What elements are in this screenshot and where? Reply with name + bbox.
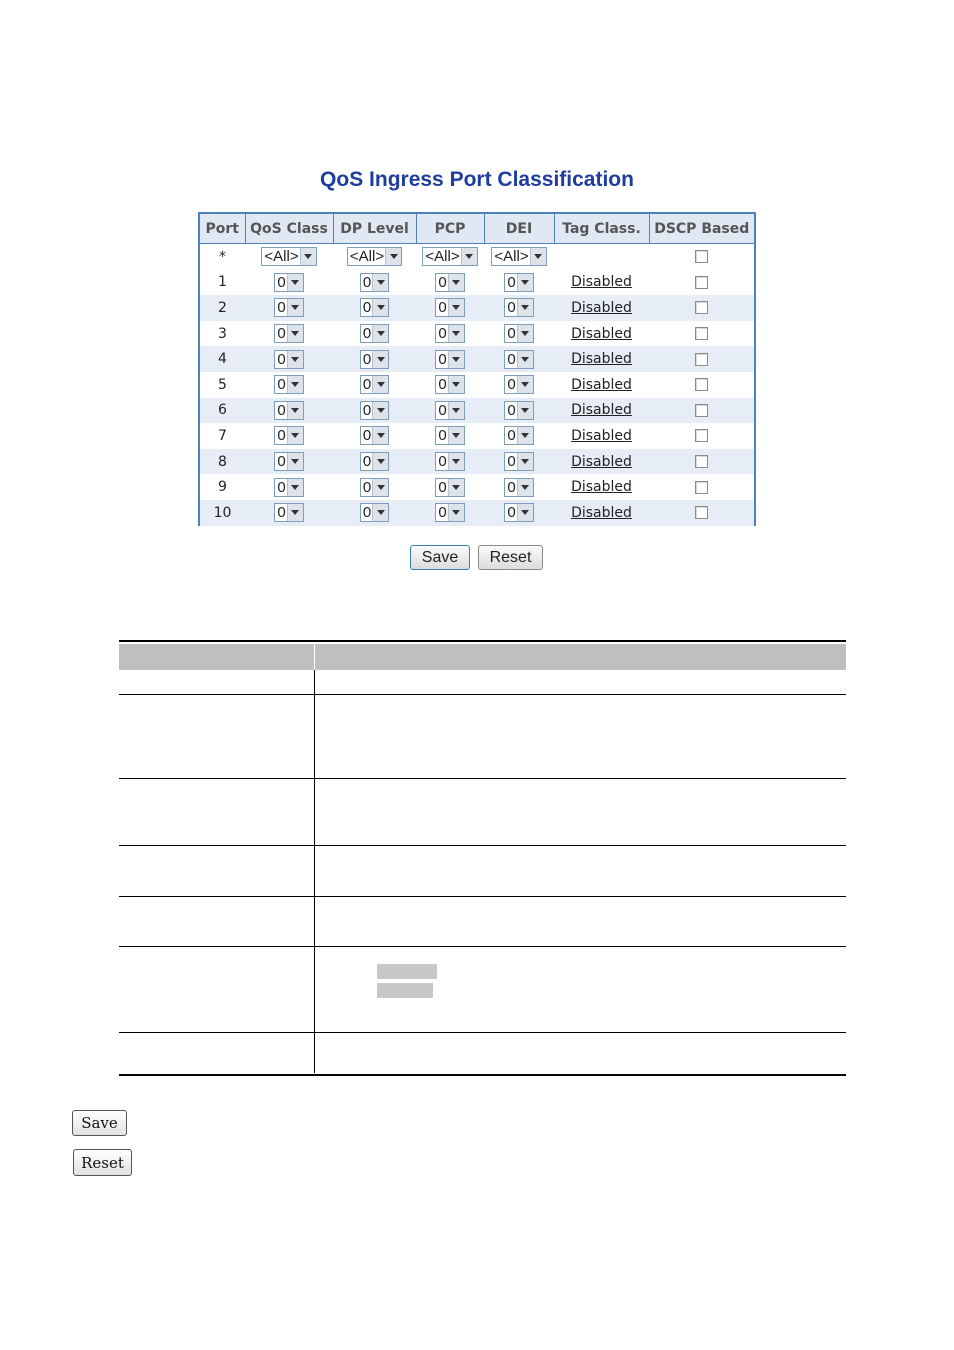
dropdown-arrow-icon <box>372 453 388 470</box>
dropdown-arrow-icon <box>517 402 533 419</box>
dp-level-select[interactable]: 0 <box>360 298 389 317</box>
table-bottom-rule <box>119 1074 846 1076</box>
highlight-mark <box>377 983 433 998</box>
page-title: QoS Ingress Port Classification <box>320 168 634 191</box>
doc-row <box>119 1033 846 1073</box>
port-cell: * <box>219 248 226 265</box>
dropdown-arrow-icon <box>372 427 388 444</box>
dei-select[interactable]: 0 <box>504 452 533 471</box>
dp-level-select[interactable]: 0 <box>360 503 389 522</box>
dscp-based-checkbox[interactable] <box>695 404 708 417</box>
qos-class-select[interactable]: 0 <box>274 503 303 522</box>
table-row <box>200 372 754 398</box>
dscp-based-checkbox[interactable] <box>695 378 708 391</box>
dei-select[interactable]: 0 <box>504 478 533 497</box>
qos-class-select[interactable]: 0 <box>274 426 303 445</box>
dropdown-arrow-icon <box>448 351 464 368</box>
dropdown-arrow-icon <box>517 376 533 393</box>
doc-save-button: Save <box>72 1110 127 1136</box>
col-dp-level: DP Level <box>333 214 416 244</box>
dp-level-select[interactable]: 0 <box>360 273 389 292</box>
doc-row <box>119 779 846 846</box>
col-dscp-based: DSCP Based <box>649 214 754 244</box>
tag-class-all-cell <box>554 244 649 270</box>
port-cell: 7 <box>218 427 227 444</box>
table-row <box>200 295 754 321</box>
qos-class-select[interactable]: 0 <box>274 324 303 343</box>
qos-class-select[interactable]: 0 <box>274 350 303 369</box>
doc-reset-button: Reset <box>73 1149 132 1176</box>
dropdown-arrow-icon <box>448 504 464 521</box>
dei-select[interactable]: 0 <box>504 324 533 343</box>
table-row <box>200 423 754 449</box>
pcp-select[interactable]: 0 <box>435 298 464 317</box>
dropdown-arrow-icon <box>287 299 303 316</box>
dropdown-arrow-icon <box>287 453 303 470</box>
tag-class-link[interactable]: Disabled <box>571 299 632 316</box>
dropdown-arrow-icon <box>448 325 464 342</box>
dropdown-arrow-icon <box>372 299 388 316</box>
dei-select[interactable]: 0 <box>504 426 533 445</box>
dei-select[interactable]: 0 <box>504 350 533 369</box>
table-row <box>200 474 754 500</box>
reset-button[interactable]: Reset <box>478 545 543 570</box>
dropdown-arrow-icon <box>517 351 533 368</box>
doc-row <box>119 695 846 779</box>
dscp-based-checkbox[interactable] <box>695 327 708 340</box>
port-cell: 5 <box>218 376 227 393</box>
dropdown-arrow-icon <box>372 274 388 291</box>
qos-class-select[interactable]: 0 <box>274 298 303 317</box>
qos-class-select[interactable]: 0 <box>274 273 303 292</box>
col-pcp: PCP <box>416 214 484 244</box>
pcp-select[interactable]: 0 <box>435 350 464 369</box>
port-cell: 1 <box>218 274 227 291</box>
port-cell: 4 <box>200 346 245 372</box>
qos-class-all-select[interactable]: <All> <box>261 247 316 266</box>
dp-level-select[interactable]: 0 <box>360 401 389 420</box>
table-row <box>200 449 754 475</box>
dscp-based-checkbox[interactable] <box>695 481 708 494</box>
dei-select[interactable]: 0 <box>504 401 533 420</box>
port-cell: 8 <box>200 449 245 475</box>
dp-level-select[interactable]: 0 <box>360 324 389 343</box>
tag-class-link[interactable]: Disabled <box>571 402 632 419</box>
dscp-based-checkbox[interactable] <box>695 276 708 289</box>
dei-select[interactable]: 0 <box>504 503 533 522</box>
table-header-row <box>200 214 754 244</box>
dropdown-arrow-icon <box>300 248 316 265</box>
dropdown-arrow-icon <box>372 402 388 419</box>
dei-select[interactable]: 0 <box>504 298 533 317</box>
doc-row <box>119 897 846 947</box>
qos-class-select[interactable]: 0 <box>274 478 303 497</box>
tag-class-link[interactable]: Disabled <box>571 427 632 444</box>
dp-level-select[interactable]: 0 <box>360 452 389 471</box>
table-row <box>200 346 754 372</box>
dropdown-arrow-icon <box>517 325 533 342</box>
dropdown-arrow-icon <box>448 479 464 496</box>
pcp-select[interactable]: 0 <box>435 478 464 497</box>
dropdown-arrow-icon <box>448 299 464 316</box>
dp-level-select[interactable]: 0 <box>360 426 389 445</box>
tag-class-link[interactable]: Disabled <box>571 479 632 496</box>
tag-class-link[interactable]: Disabled <box>571 274 632 291</box>
port-cell: 10 <box>200 500 245 526</box>
table-row <box>200 398 754 424</box>
dropdown-arrow-icon <box>287 504 303 521</box>
pcp-all-select[interactable]: <All> <box>422 247 477 266</box>
dp-level-select[interactable]: 0 <box>360 350 389 369</box>
dropdown-arrow-icon <box>372 376 388 393</box>
dropdown-arrow-icon <box>287 351 303 368</box>
dropdown-arrow-icon <box>287 402 303 419</box>
doc-header-row <box>119 644 846 670</box>
dropdown-arrow-icon <box>287 274 303 291</box>
port-cell: 3 <box>218 325 227 342</box>
dscp-based-checkbox[interactable] <box>695 455 708 468</box>
dropdown-arrow-icon <box>517 504 533 521</box>
dropdown-arrow-icon <box>517 274 533 291</box>
doc-row <box>119 947 846 1033</box>
dropdown-arrow-icon <box>517 299 533 316</box>
dropdown-arrow-icon <box>448 453 464 470</box>
port-cell: 6 <box>200 398 245 424</box>
dp-level-all-select[interactable]: <All> <box>347 247 402 266</box>
dropdown-arrow-icon <box>448 376 464 393</box>
dropdown-arrow-icon <box>372 504 388 521</box>
dropdown-arrow-icon <box>287 479 303 496</box>
dropdown-arrow-icon <box>287 427 303 444</box>
dropdown-arrow-icon <box>517 427 533 444</box>
doc-row <box>119 846 846 897</box>
qos-class-select[interactable]: 0 <box>274 375 303 394</box>
qos-class-select[interactable]: 0 <box>274 452 303 471</box>
highlight-mark <box>377 964 437 979</box>
doc-row <box>119 670 846 695</box>
pcp-select[interactable]: 0 <box>435 273 464 292</box>
dropdown-arrow-icon <box>448 402 464 419</box>
port-cell: 9 <box>218 479 227 496</box>
parameter-description-table <box>119 640 846 1076</box>
pcp-select[interactable]: 0 <box>435 375 464 394</box>
dropdown-arrow-icon <box>287 325 303 342</box>
dropdown-arrow-icon <box>372 325 388 342</box>
dropdown-arrow-icon <box>448 274 464 291</box>
tag-class-link[interactable]: Disabled <box>571 351 632 368</box>
tag-class-link[interactable]: Disabled <box>571 376 632 393</box>
dropdown-arrow-icon <box>287 376 303 393</box>
dropdown-arrow-icon <box>461 248 477 265</box>
pcp-select[interactable]: 0 <box>435 426 464 445</box>
dp-level-select[interactable]: 0 <box>360 375 389 394</box>
dscp-based-all-checkbox[interactable] <box>695 250 708 263</box>
dei-select[interactable]: 0 <box>504 375 533 394</box>
dscp-based-checkbox[interactable] <box>695 353 708 366</box>
dei-select[interactable]: 0 <box>504 273 533 292</box>
col-qos-class: QoS Class <box>245 214 333 244</box>
table-row <box>200 500 754 526</box>
table-row <box>200 270 754 296</box>
dropdown-arrow-icon <box>372 351 388 368</box>
tag-class-link[interactable]: Disabled <box>571 325 632 342</box>
dei-all-select[interactable]: <All> <box>491 247 546 266</box>
pcp-select[interactable]: 0 <box>435 503 464 522</box>
col-port: Port <box>200 214 245 244</box>
col-dei: DEI <box>484 214 554 244</box>
table-top-rule <box>119 640 846 642</box>
pcp-select[interactable]: 0 <box>435 324 464 343</box>
dropdown-arrow-icon <box>530 248 546 265</box>
dropdown-arrow-icon <box>372 479 388 496</box>
qos-classification-table <box>198 212 756 526</box>
all-ports-row <box>200 244 754 270</box>
tag-class-link[interactable]: Disabled <box>571 453 632 470</box>
dscp-based-checkbox[interactable] <box>695 506 708 519</box>
dropdown-arrow-icon <box>385 248 401 265</box>
col-tag-class: Tag Class. <box>554 214 649 244</box>
pcp-select[interactable]: 0 <box>435 401 464 420</box>
dropdown-arrow-icon <box>517 453 533 470</box>
tag-class-link[interactable]: Disabled <box>571 504 632 521</box>
save-button[interactable]: Save <box>410 545 470 570</box>
dropdown-arrow-icon <box>517 479 533 496</box>
dp-level-select[interactable]: 0 <box>360 478 389 497</box>
port-cell: 2 <box>200 295 245 321</box>
table-row <box>200 321 754 347</box>
qos-table <box>200 214 754 526</box>
pcp-select[interactable]: 0 <box>435 452 464 471</box>
qos-class-select[interactable]: 0 <box>274 401 303 420</box>
dscp-based-checkbox[interactable] <box>695 301 708 314</box>
dropdown-arrow-icon <box>448 427 464 444</box>
dscp-based-checkbox[interactable] <box>695 429 708 442</box>
